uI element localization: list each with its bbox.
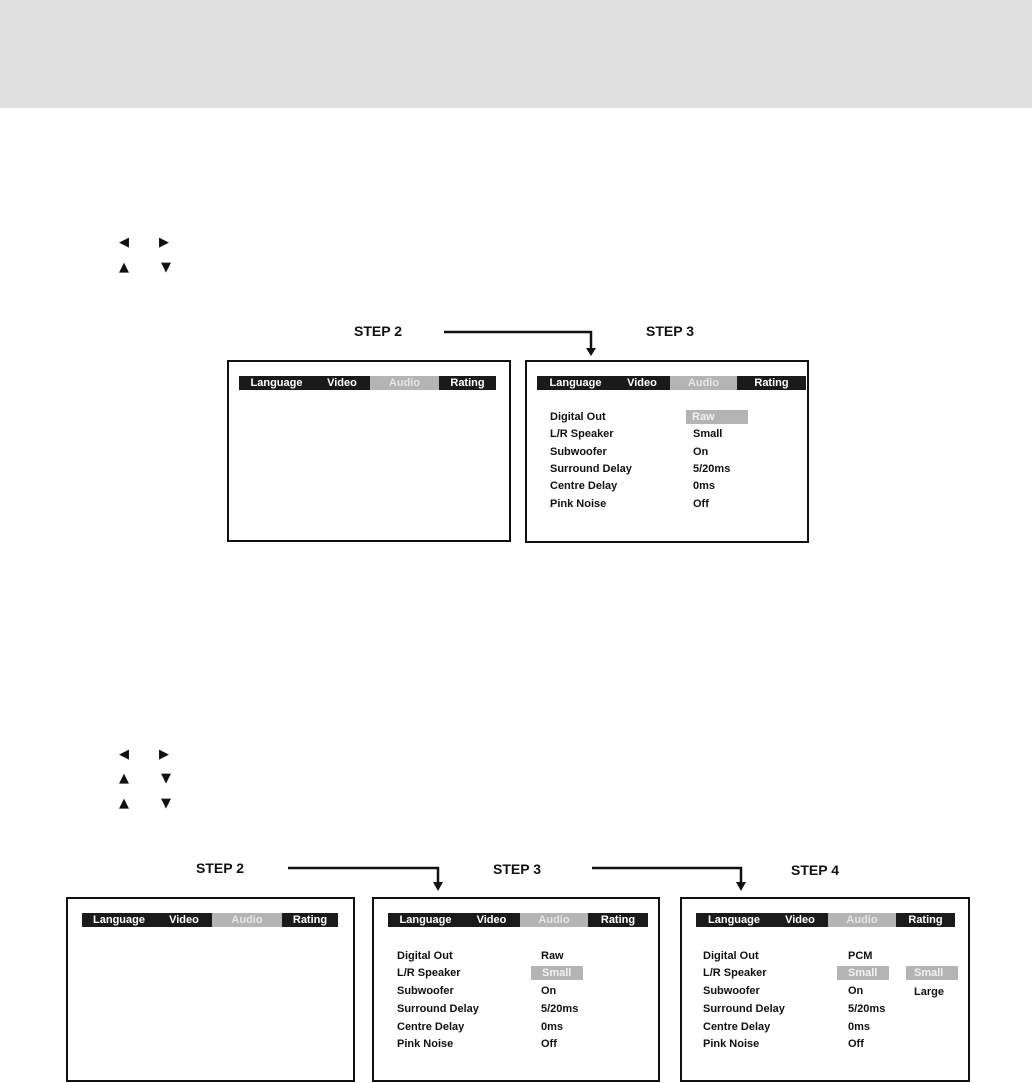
- setting-label: Surround Delay: [703, 1003, 785, 1015]
- setting-label: Subwoofer: [703, 985, 760, 997]
- setting-value[interactable]: Raw: [541, 950, 564, 962]
- osd-screen-step4: [680, 897, 970, 1082]
- setting-label: Centre Delay: [397, 1021, 465, 1033]
- setting-value[interactable]: 5/20ms: [693, 463, 731, 475]
- triangle-down-icon: ▼: [161, 796, 171, 811]
- flow-arrow: [440, 324, 600, 364]
- setting-value[interactable]: 0ms: [541, 1021, 564, 1033]
- setting-value-selected[interactable]: Small: [837, 966, 889, 980]
- setting-value[interactable]: PCM: [848, 950, 873, 962]
- tab-audio[interactable]: Audio: [212, 913, 282, 927]
- setting-label: Surround Delay: [550, 463, 632, 475]
- triangle-up-icon: ▲: [119, 771, 129, 786]
- osd-screen-step3: [372, 897, 660, 1082]
- setup-tab-bar: [82, 913, 338, 927]
- step-label: STEP 3: [493, 861, 541, 877]
- tab-rating[interactable]: Rating: [737, 376, 806, 390]
- tab-audio[interactable]: Audio: [370, 376, 439, 390]
- setting-label: L/R Speaker: [550, 428, 614, 440]
- setting-label: Pink Noise: [703, 1038, 760, 1050]
- setting-label: L/R Speaker: [397, 967, 461, 979]
- setting-label: Digital Out: [550, 411, 606, 423]
- setting-value-selected[interactable]: Raw: [686, 410, 748, 424]
- triangle-right-icon: ▶: [159, 235, 169, 250]
- tab-language[interactable]: Language: [388, 913, 463, 927]
- setting-value[interactable]: On: [848, 985, 864, 997]
- setting-value[interactable]: 0ms: [848, 1021, 871, 1033]
- tab-rating[interactable]: Rating: [282, 913, 338, 927]
- setting-value-selected[interactable]: Small: [531, 966, 583, 980]
- setting-value[interactable]: 0ms: [693, 480, 716, 492]
- setting-label: L/R Speaker: [703, 967, 767, 979]
- setting-label: Pink Noise: [397, 1038, 454, 1050]
- triangle-right-icon: ▶: [159, 747, 169, 762]
- setting-value[interactable]: Small: [693, 428, 723, 440]
- flow-arrow: [590, 860, 750, 900]
- step-label: STEP 3: [646, 323, 694, 339]
- setting-value[interactable]: Off: [848, 1038, 864, 1050]
- setting-label: Digital Out: [397, 950, 453, 962]
- tab-audio[interactable]: Audio: [828, 913, 896, 927]
- osd-screen-step2: [227, 360, 511, 542]
- setting-label: Centre Delay: [703, 1021, 771, 1033]
- step-label: STEP 2: [196, 860, 244, 876]
- setup-tab-bar: [537, 376, 806, 390]
- setting-label: Pink Noise: [550, 498, 607, 510]
- tab-language[interactable]: Language: [537, 376, 614, 390]
- triangle-up-icon: ▲: [119, 260, 129, 275]
- setting-value[interactable]: Off: [541, 1038, 557, 1050]
- tab-language[interactable]: Language: [82, 913, 156, 927]
- setting-value[interactable]: 5/20ms: [848, 1003, 886, 1015]
- setting-value[interactable]: On: [541, 985, 557, 997]
- tab-audio[interactable]: Audio: [670, 376, 737, 390]
- tab-language[interactable]: Language: [696, 913, 772, 927]
- option-small-selected[interactable]: Small: [906, 966, 958, 980]
- tab-rating[interactable]: Rating: [896, 913, 955, 927]
- setting-label: Centre Delay: [550, 480, 618, 492]
- tab-video[interactable]: Video: [614, 376, 670, 390]
- setting-value[interactable]: On: [693, 446, 709, 458]
- flow-arrow: [285, 860, 445, 900]
- tab-language[interactable]: Language: [239, 376, 314, 390]
- step-label: STEP 2: [354, 323, 402, 339]
- setting-label: Digital Out: [703, 950, 759, 962]
- setting-value[interactable]: 5/20ms: [541, 1003, 579, 1015]
- triangle-left-icon: ◀: [119, 235, 129, 250]
- setting-label: Subwoofer: [550, 446, 607, 458]
- osd-screen-step2: [66, 897, 355, 1082]
- option-large[interactable]: Large: [914, 986, 944, 998]
- header-band: [0, 0, 1032, 108]
- tab-rating[interactable]: Rating: [588, 913, 648, 927]
- setting-label: Subwoofer: [397, 985, 454, 997]
- tab-audio[interactable]: Audio: [520, 913, 588, 927]
- step-label: STEP 4: [791, 862, 839, 878]
- setup-tab-bar: [239, 376, 496, 390]
- osd-screen-step3: [525, 360, 809, 543]
- triangle-down-icon: ▼: [161, 771, 171, 786]
- tab-video[interactable]: Video: [314, 376, 370, 390]
- setting-label: Surround Delay: [397, 1003, 479, 1015]
- setup-tab-bar: [696, 913, 955, 927]
- tab-video[interactable]: Video: [156, 913, 212, 927]
- setup-tab-bar: [388, 913, 648, 927]
- tab-rating[interactable]: Rating: [439, 376, 496, 390]
- tab-video[interactable]: Video: [772, 913, 828, 927]
- tab-video[interactable]: Video: [463, 913, 520, 927]
- triangle-up-icon: ▲: [119, 796, 129, 811]
- triangle-left-icon: ◀: [119, 747, 129, 762]
- setting-value[interactable]: Off: [693, 498, 709, 510]
- triangle-down-icon: ▼: [161, 260, 171, 275]
